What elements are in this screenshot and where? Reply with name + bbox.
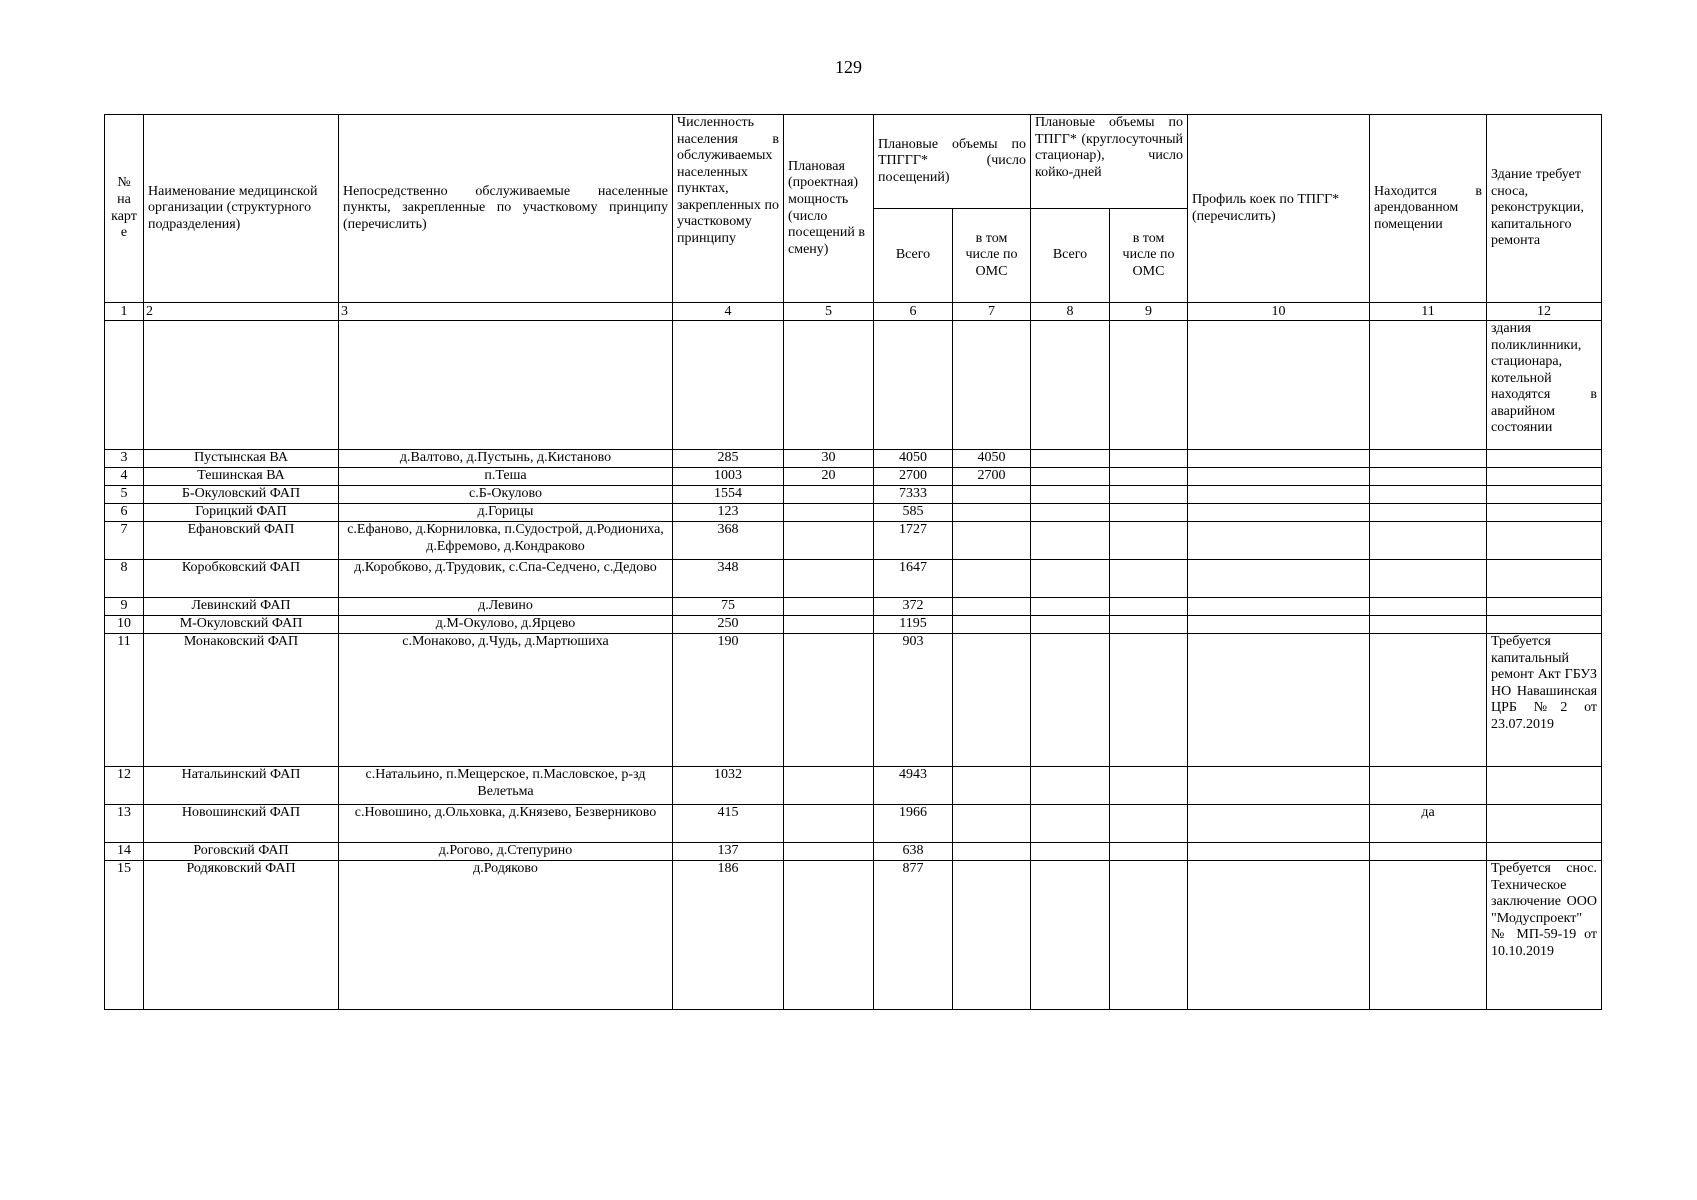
cell-beds-oms: [1110, 486, 1188, 504]
table-row: [105, 767, 1602, 805]
cell-row-number: 5: [105, 486, 144, 504]
cell-settlements: п.Теша: [339, 468, 673, 486]
cell-beds-total: [1031, 468, 1110, 486]
cell-beds-oms: [1110, 504, 1188, 522]
table-row: [105, 504, 1602, 522]
cell-capacity: [784, 560, 874, 598]
header-col-beds: Плановые объемы по ТПГГ* (круглосуточный стационар), число койко-дней: [1031, 115, 1188, 209]
cell-row-number: 13: [105, 805, 144, 843]
cell-bed-profile: [1188, 560, 1370, 598]
cell-capacity: [784, 634, 874, 767]
cell-row-number: 12: [105, 767, 144, 805]
cell-capacity: [784, 843, 874, 861]
cell-beds-oms: [1110, 616, 1188, 634]
header-col-number: № на карте: [105, 115, 144, 303]
cell-visits-oms: [953, 486, 1031, 504]
cell-building-status: [1487, 522, 1602, 560]
cell-beds-oms: [1110, 598, 1188, 616]
cell-organization-name: Коробковский ФАП: [144, 560, 339, 598]
cell-rented: [1370, 767, 1487, 805]
cell-bed-profile: [1188, 486, 1370, 504]
column-number: 2: [144, 303, 339, 321]
cell-beds-total: [1031, 560, 1110, 598]
table-row: [105, 450, 1602, 468]
header-beds-total: Всего: [1031, 209, 1110, 303]
table-row: [105, 522, 1602, 560]
cell-settlements: д.Коробково, д.Трудовик, с.Спа-Седчено, с.Дедово: [339, 560, 673, 598]
cell-visits-oms: [953, 843, 1031, 861]
cell-beds-total: [1031, 598, 1110, 616]
cell-row-number: 11: [105, 634, 144, 767]
cell-row-number: 3: [105, 450, 144, 468]
cell-rented: [1370, 504, 1487, 522]
cell-beds-total: [1031, 450, 1110, 468]
cell-beds-oms: [1110, 634, 1188, 767]
cell-beds-total: [1031, 522, 1110, 560]
cell-population: 368: [673, 522, 784, 560]
header-col-name: Наименование медицинской организации (структурного подразделения): [144, 115, 339, 303]
cell-organization-name: Пустынская ВА: [144, 450, 339, 468]
cell-rented: [1370, 861, 1487, 1010]
cell-visits-total: 1195: [874, 616, 953, 634]
cell-settlements: с.Монаково, д.Чудь, д.Мартюшиха: [339, 634, 673, 767]
cell-building-status: Требуется капитальный ремонт Акт ГБУЗ НО Навашинская ЦРБ №2 от 23.07.2019: [1487, 634, 1602, 767]
table-row: [105, 468, 1602, 486]
cell-bed-profile: [1188, 805, 1370, 843]
cell-rented: [1370, 616, 1487, 634]
cell-beds-total: [1031, 861, 1110, 1010]
cell-visits-total: 877: [874, 861, 953, 1010]
cell-bed-profile: [1188, 450, 1370, 468]
cell-settlements: д.М-Окулово, д.Ярцево: [339, 616, 673, 634]
cell-settlements: с.Натальино, п.Мещерское, п.Масловское, р-зд Велетьма: [339, 767, 673, 805]
cell-rented: [1370, 486, 1487, 504]
cell-visits-total: 372: [874, 598, 953, 616]
cell-capacity: 30: [784, 450, 874, 468]
table-body: [105, 321, 1602, 1010]
header-visits-total: Всего: [874, 209, 953, 303]
table-row: [105, 634, 1602, 767]
cell-capacity: [784, 616, 874, 634]
cell-bed-profile: [1188, 843, 1370, 861]
cell-capacity: [784, 598, 874, 616]
cell-capacity: [784, 805, 874, 843]
cell-visits-total: 4050: [874, 450, 953, 468]
cell-visits-oms: [953, 767, 1031, 805]
table-row: [105, 843, 1602, 861]
medical-organizations-table: [104, 114, 1602, 1010]
cell-bed-profile: [1188, 468, 1370, 486]
table-row: [105, 861, 1602, 1010]
header-col-settlements: Непосредственно обслуживаемые населенные пункты, закрепленные по участковому принципу (перечислить): [339, 115, 673, 303]
table-row: [105, 598, 1602, 616]
cell-visits-oms: [953, 560, 1031, 598]
cell-visits-total: 1966: [874, 805, 953, 843]
cell-population: 186: [673, 861, 784, 1010]
cell-building-status: [1487, 468, 1602, 486]
header-col-rented: Находится в арендованном помещении: [1370, 115, 1487, 303]
column-number: 9: [1110, 303, 1188, 321]
cell-building-status: [1487, 598, 1602, 616]
cell-beds-total: [1031, 843, 1110, 861]
cell-row-number: 14: [105, 843, 144, 861]
cell-row-number: 9: [105, 598, 144, 616]
cell-beds-oms: [1110, 522, 1188, 560]
cell-rented: [1370, 560, 1487, 598]
cell-row-number: 4: [105, 468, 144, 486]
cell-row-number: 10: [105, 616, 144, 634]
cell-building-status: [1487, 504, 1602, 522]
cell-bed-profile: [1188, 598, 1370, 616]
cell-settlements: д.Родяково: [339, 861, 673, 1010]
cell-settlements: д.Рогово, д.Степурино: [339, 843, 673, 861]
cell-organization-name: Роговский ФАП: [144, 843, 339, 861]
cell-visits-oms: [953, 504, 1031, 522]
column-number: 5: [784, 303, 874, 321]
continuation-row: [105, 321, 1602, 450]
cell-settlements: с.Ефаново, д.Корниловка, п.Судострой, д.Родиониха, д.Ефремово, д.Кондраково: [339, 522, 673, 560]
cell-visits-total: 4943: [874, 767, 953, 805]
cell-settlements: д.Левино: [339, 598, 673, 616]
cell-beds-total: [1031, 486, 1110, 504]
cell-beds-oms: [1110, 468, 1188, 486]
header-col-bed-profile: Профиль коек по ТПГГ* (перечислить): [1188, 115, 1370, 303]
cell-visits-total: 1727: [874, 522, 953, 560]
cell-population: 190: [673, 634, 784, 767]
cell-beds-oms: [1110, 843, 1188, 861]
cell-rented: [1370, 634, 1487, 767]
cell-population: 250: [673, 616, 784, 634]
cell-building-status: [1487, 616, 1602, 634]
cell-visits-oms: [953, 522, 1031, 560]
header-col-building: Здание требует сноса, реконструкции, капитального ремонта: [1487, 115, 1602, 303]
cell-settlements: д.Валтово, д.Пустынь, д.Кистаново: [339, 450, 673, 468]
cell-building-status: [1487, 805, 1602, 843]
table-row: [105, 805, 1602, 843]
cell-visits-oms: [953, 598, 1031, 616]
cell-visits-total: 2700: [874, 468, 953, 486]
cell-visits-oms: [953, 616, 1031, 634]
cell-capacity: [784, 504, 874, 522]
column-number: 11: [1370, 303, 1487, 321]
cell-visits-total: 903: [874, 634, 953, 767]
page-number: 129: [835, 57, 862, 77]
column-number: 12: [1487, 303, 1602, 321]
cell-bed-profile: [1188, 522, 1370, 560]
cell-bed-profile: [1188, 616, 1370, 634]
cell-bed-profile: [1188, 767, 1370, 805]
cell-visits-oms: [953, 805, 1031, 843]
cell-rented: [1370, 468, 1487, 486]
header-beds-oms: в том числе по ОМС: [1110, 209, 1188, 303]
cell-bed-profile: [1188, 504, 1370, 522]
cell-rented: [1370, 522, 1487, 560]
cell-organization-name: Б-Окуловский ФАП: [144, 486, 339, 504]
cell-capacity: [784, 522, 874, 560]
cell-row-number: 6: [105, 504, 144, 522]
table-row: [105, 560, 1602, 598]
cell-population: 75: [673, 598, 784, 616]
cell-beds-total: [1031, 634, 1110, 767]
column-number: 3: [339, 303, 673, 321]
cell-beds-total: [1031, 616, 1110, 634]
cell-settlements: д.Горицы: [339, 504, 673, 522]
cell-capacity: [784, 861, 874, 1010]
header-visits-oms: в том числе по ОМС: [953, 209, 1031, 303]
cell-population: 415: [673, 805, 784, 843]
cell-organization-name: Новошинский ФАП: [144, 805, 339, 843]
cell-visits-total: 1647: [874, 560, 953, 598]
cell-bed-profile: [1188, 634, 1370, 767]
cell-visits-total: 7333: [874, 486, 953, 504]
column-number: 8: [1031, 303, 1110, 321]
column-number: 7: [953, 303, 1031, 321]
cell-organization-name: Монаковский ФАП: [144, 634, 339, 767]
cell-organization-name: Тешинская ВА: [144, 468, 339, 486]
cell-rented: да: [1370, 805, 1487, 843]
header-col-population: Численность населения в обслуживаемых населенных пунктах, закрепленных по участковому принципу: [673, 115, 784, 303]
column-number: 4: [673, 303, 784, 321]
cell-capacity: [784, 767, 874, 805]
cell-building-status: [1487, 843, 1602, 861]
cell-building-status: Требуется снос. Техническое заключение ООО "Модуспроект" № МП-59-19 от 10.10.2019: [1487, 861, 1602, 1010]
header-col-capacity: Плановая (проектная) мощность (число посещений в смену): [784, 115, 874, 303]
column-number: 6: [874, 303, 953, 321]
cell-organization-name: Левинский ФАП: [144, 598, 339, 616]
cell-building-status: [1487, 767, 1602, 805]
cell-beds-oms: [1110, 560, 1188, 598]
cell-organization-name: Горицкий ФАП: [144, 504, 339, 522]
cell-population: 1554: [673, 486, 784, 504]
cell-population: 137: [673, 843, 784, 861]
cell-visits-total: 585: [874, 504, 953, 522]
cell-visits-oms: [953, 634, 1031, 767]
column-number: 1: [105, 303, 144, 321]
header-col-visits: Плановые объемы по ТПГГГ* (число посещений): [874, 115, 1031, 209]
cell-population: 348: [673, 560, 784, 598]
cell-organization-name: Ефановский ФАП: [144, 522, 339, 560]
cell-bed-profile: [1188, 861, 1370, 1010]
cell-building-status: [1487, 486, 1602, 504]
cell-population: 123: [673, 504, 784, 522]
cell-capacity: [784, 486, 874, 504]
cell-rented: [1370, 598, 1487, 616]
cell-visits-oms: 2700: [953, 468, 1031, 486]
cell-beds-total: [1031, 805, 1110, 843]
cell-row-number: 15: [105, 861, 144, 1010]
cell-organization-name: Родяковский ФАП: [144, 861, 339, 1010]
cell-beds-total: [1031, 504, 1110, 522]
cell-beds-oms: [1110, 450, 1188, 468]
cell-population: 1003: [673, 468, 784, 486]
table-row: [105, 616, 1602, 634]
continuation-note: здания поликлинники, стационара, котельной находятся в аварийном состоянии: [1487, 321, 1602, 450]
cell-organization-name: Натальинский ФАП: [144, 767, 339, 805]
cell-beds-oms: [1110, 861, 1188, 1010]
column-number-row: [105, 303, 1602, 321]
cell-capacity: 20: [784, 468, 874, 486]
cell-visits-total: 638: [874, 843, 953, 861]
cell-settlements: с.Новошино, д.Ольховка, д.Князево, Безверниково: [339, 805, 673, 843]
cell-population: 285: [673, 450, 784, 468]
column-number: 10: [1188, 303, 1370, 321]
cell-rented: [1370, 450, 1487, 468]
cell-beds-oms: [1110, 767, 1188, 805]
cell-beds-total: [1031, 767, 1110, 805]
cell-visits-oms: [953, 861, 1031, 1010]
cell-population: 1032: [673, 767, 784, 805]
cell-visits-oms: 4050: [953, 450, 1031, 468]
cell-settlements: с.Б-Окулово: [339, 486, 673, 504]
cell-row-number: 7: [105, 522, 144, 560]
table-row: [105, 486, 1602, 504]
cell-rented: [1370, 843, 1487, 861]
cell-building-status: [1487, 450, 1602, 468]
cell-building-status: [1487, 560, 1602, 598]
cell-beds-oms: [1110, 805, 1188, 843]
cell-row-number: 8: [105, 560, 144, 598]
cell-organization-name: М-Окуловский ФАП: [144, 616, 339, 634]
